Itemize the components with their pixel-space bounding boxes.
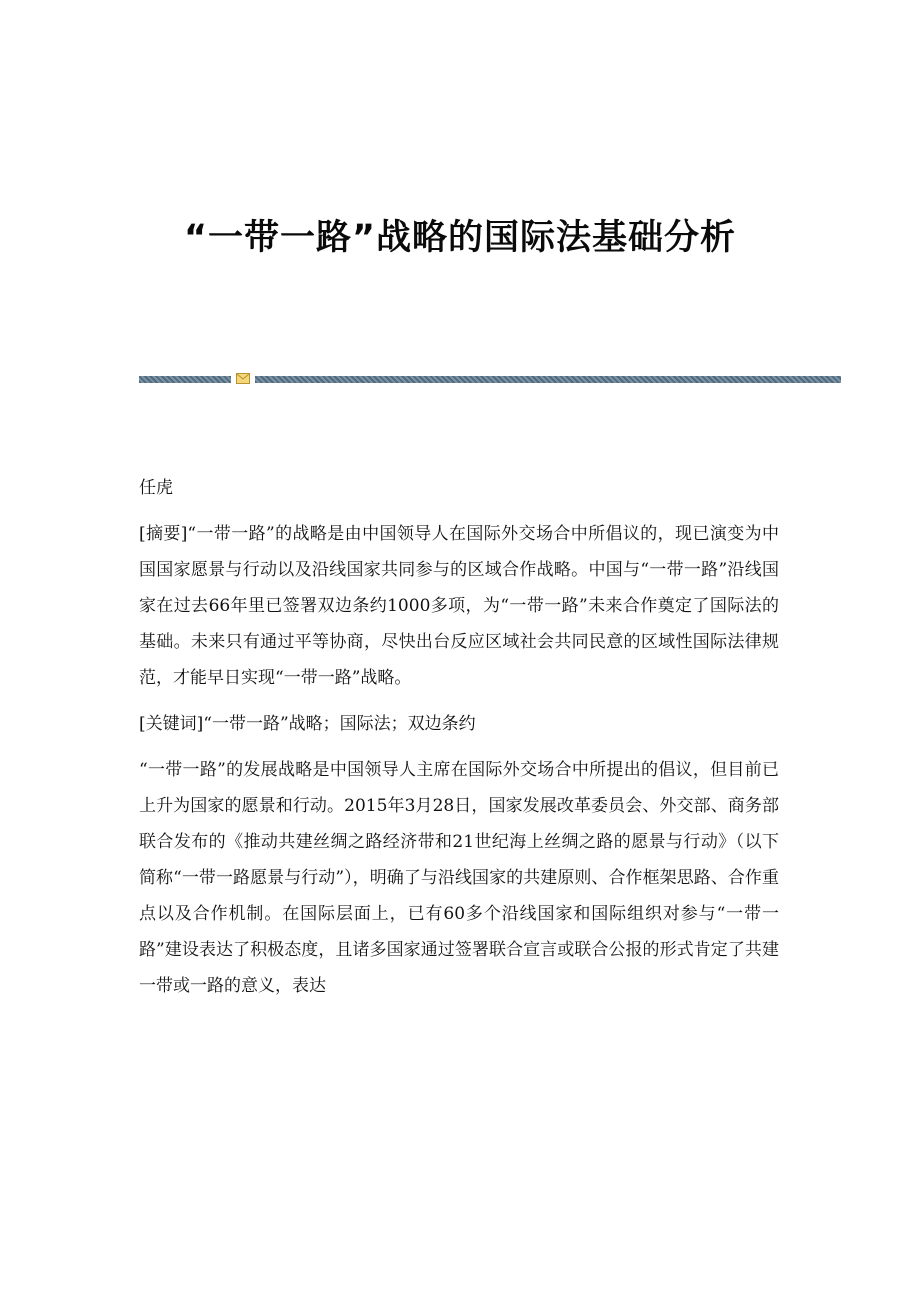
- abstract-paragraph: [摘要]“一带一路”的战略是由中国领导人在国际外交场合中所倡议的，现已演变为中国国家愿景与行动以及沿线国家共同参与的区域合作战略。中国与“一带一路”沿线国家在过去66年里已签署双边条约1000多项，为“一带一路”未来合作奠定了国际法的基础。未来只有通过平等协商，尽快出台反应区域社会共同民意的区域性国际法律规范，才能早日实现“一带一路”战略。: [139, 524, 779, 688]
- body-paragraph: “一带一路”的发展战略是中国领导人主席在国际外交场合中所提出的倡议，但目前已上升为国家的愿景和行动。2015年3月28日，国家发展改革委员会、外交部、商务部联合发布的《推动共建丝绸之路经济带和21世纪海上丝绸之路的愿景与行动》（以下简称“一带一路愿景与行动”），明确了与沿线国家的共建原则、合作框架思路、合作重点以及合作机制。在国际层面上，已有60多个沿线国家和国际组织对参与“一带一路”建设表达了积极态度，且诸多国家通过签署联合宣言或联合公报的形式肯定了共建一带或一路的意义，表达: [139, 760, 779, 996]
- divider-bar-right: [255, 376, 841, 383]
- document-title: “一带一路”战略的国际法基础分析: [183, 218, 736, 258]
- envelope-icon: [236, 372, 250, 385]
- document-body: [139, 470, 779, 1014]
- author-name: 任虎: [139, 478, 173, 498]
- divider-bar-left: [139, 376, 231, 383]
- title-divider: [139, 372, 841, 384]
- keywords-paragraph: [关键词]“一带一路”战略；国际法；双边条约: [139, 714, 476, 734]
